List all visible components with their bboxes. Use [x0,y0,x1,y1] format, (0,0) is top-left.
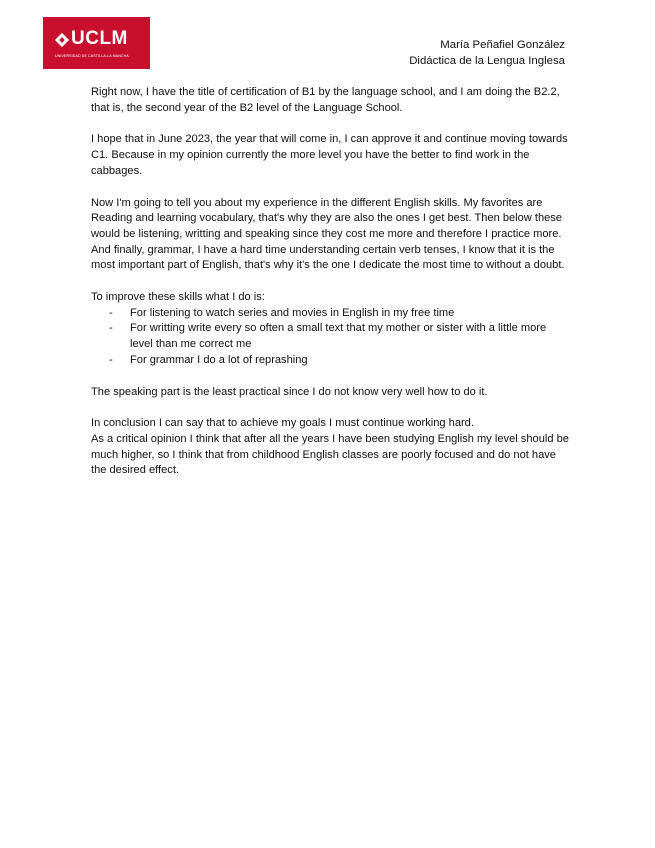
list-item [91,306,569,322]
list-dash: - [109,322,113,335]
paragraph-improve-intro: To improve these skills what I do is: [91,291,265,304]
uclm-logo [43,17,150,69]
list-dash: - [109,353,113,366]
list-item-text: For grammar I do a lot of reprashing [130,353,308,366]
author-name: María Peñafiel González [440,39,565,51]
paragraph-skills: Now I'm going to tell you about my experience in the different English skills. My favorites are Reading and learning vocabulary, that's why they are also the ones I get best. Then below these would be listening, writting and speaking since they cost me more and therefore I practice more. And finally, grammar, I have a hard time understanding certain verb tenses, I know that it is the most important part of English, that's why it's the one I dedicate the most time to without a doubt. [91,196,565,272]
ucl-diamond-icon [55,33,69,47]
paragraph-goals: I hope that in June 2023, the year that will come in, I can approve it and continue moving towards C1. Because in my opinion currently the more level you have the better to find work in the cabbages. [91,133,568,177]
header-block [409,38,565,69]
list-item [91,321,569,352]
paragraph-certification: Right now, I have the title of certification of B1 by the language school, and I am doing the B2.2, that is, the second year of the B2 level of the Language School. [91,86,560,114]
improvement-list [91,306,569,369]
course-name: Didáctica de la Lengua Inglesa [409,54,565,67]
document-body [91,85,569,495]
paragraph-speaking: The speaking part is the least practical since I do not know very well how to do it. [91,385,488,398]
logo-subtitle: UNIVERSIDAD DE CASTILLA-LA MANCHA [55,54,129,58]
list-item-text: For listening to watch series and movies in English in my free time [130,306,455,319]
paragraph-critical-opinion: As a critical opinion I think that after all the years I have been studying English my level should be much higher, so I think that from childhood English classes are poorly focused and do not have the desired effect. [91,432,569,477]
list-item [91,353,569,369]
list-item-text: For writting write every so often a small text that my mother or sister with a little more level than me correct me [130,322,547,351]
paragraph-conclusion: In conclusion I can say that to achieve my goals I must continue working hard. [91,417,474,430]
logo-wordmark: UCLM [71,28,128,49]
list-dash: - [109,306,113,319]
